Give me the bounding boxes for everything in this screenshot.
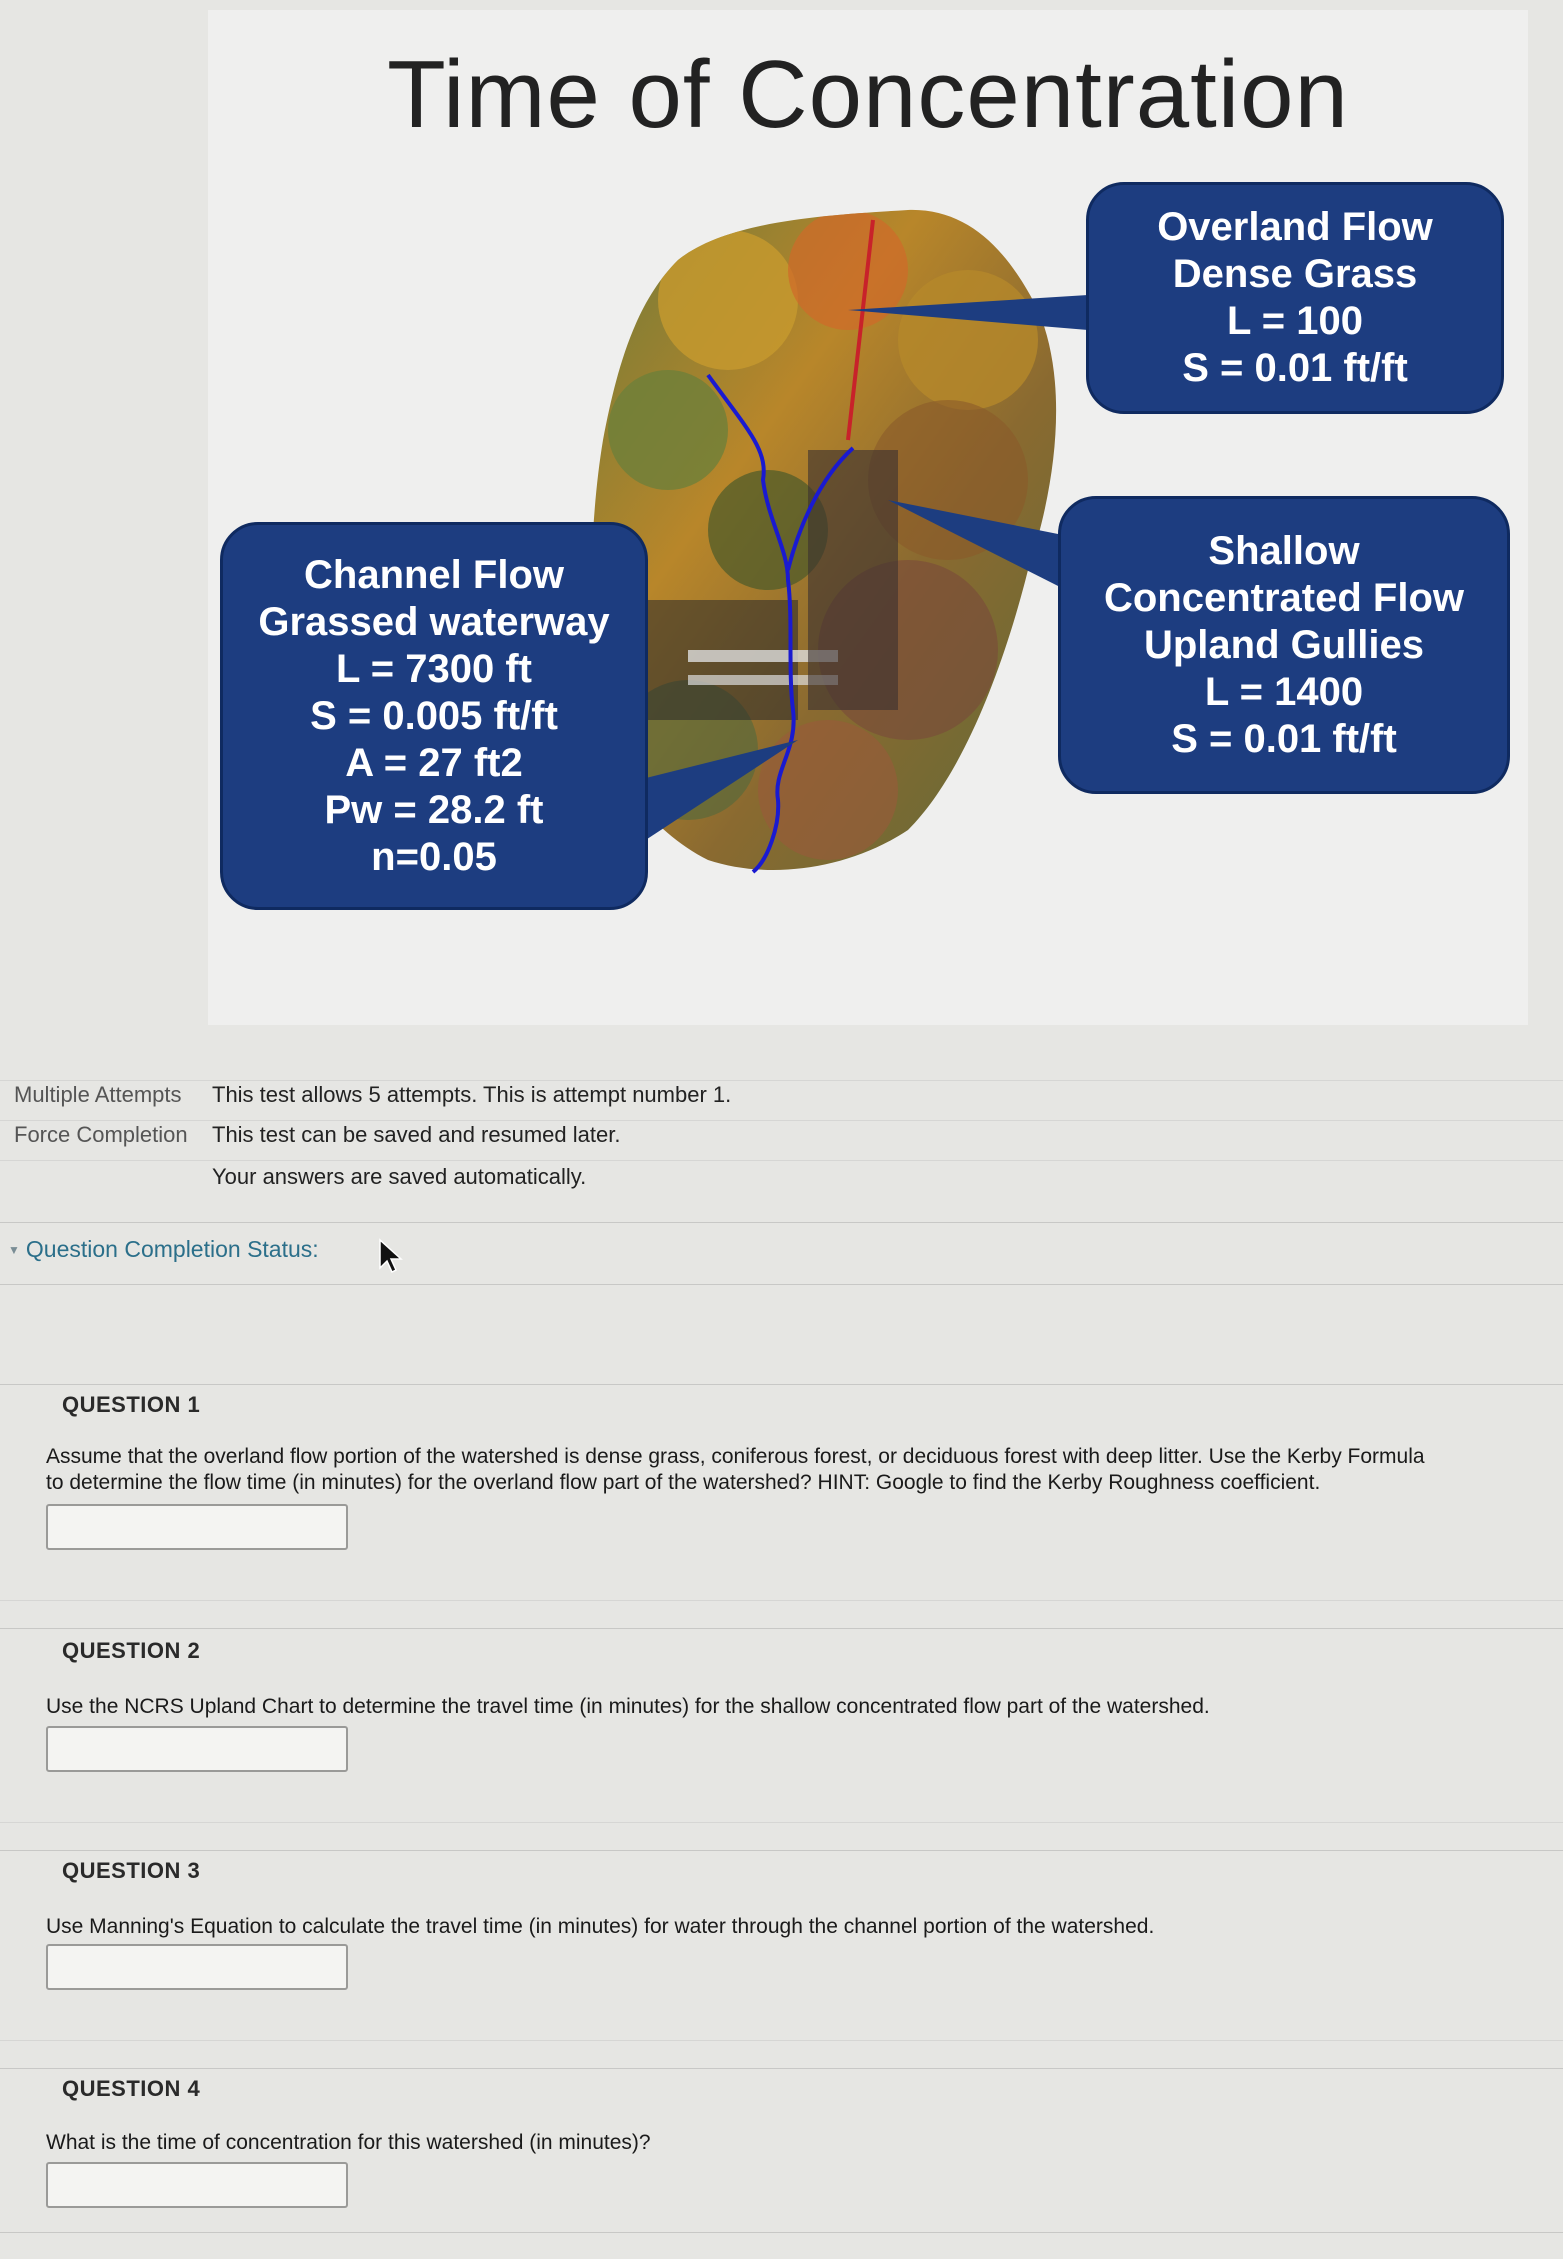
callout-line: Concentrated Flow [1103,575,1465,620]
question-1-answer-input[interactable] [46,1504,348,1550]
question-2-text [46,1694,1546,1720]
question-1-line: to determine the flow time (in minutes) for the overland flow part of the watershed? HINT: Google to find the Kerby Roughness coefficient. [46,1471,1321,1494]
question-3-line: Use Manning's Equation to calculate the travel time (in minutes) for water through the channel portion of the watershed. [46,1915,1155,1938]
divider [0,1222,1563,1223]
divider [0,1600,1563,1601]
divider [0,1120,1563,1121]
question-4-line: What is the time of concentration for this watershed (in minutes)? [46,2131,651,2154]
question-2-line: Use the NCRS Upland Chart to determine the travel time (in minutes) for the shallow concentrated flow part of the watershed. [46,1695,1210,1718]
question-2-title: QUESTION 2 [62,1638,201,1663]
triangle-down-icon: ▼ [8,1243,20,1257]
multiple-attempts-value: This test allows 5 attempts. This is attempt number 1. [212,1082,732,1107]
callout-line: Channel Flow [304,552,564,597]
question-4-text [46,2130,1546,2156]
watershed-slide-image [208,10,1528,1025]
question-3-answer-input[interactable] [46,1944,348,1990]
question-1-title: QUESTION 1 [62,1392,201,1417]
divider [0,1080,1563,1081]
callout-line: S = 0.005 ft/ft [310,693,558,738]
question-3-title: QUESTION 3 [62,1858,201,1883]
overland-flow-callout [1086,182,1504,414]
callout-line: S = 0.01 ft/ft [1171,716,1397,761]
callout-line: A = 27 ft2 [345,740,523,785]
force-completion-label: Force Completion [14,1122,188,1147]
callout-line: L = 7300 ft [335,646,533,691]
question-3-text [46,1914,1546,1940]
callout-line: Grassed waterway [258,599,610,644]
question-1-text [46,1444,1546,1496]
divider [0,2232,1563,2233]
divider [0,2040,1563,2041]
shallow-flow-callout [1058,496,1510,794]
multiple-attempts-label: Multiple Attempts [14,1082,182,1107]
divider [0,1384,1563,1385]
question-4-title: QUESTION 4 [62,2076,201,2101]
force-completion-value: This test can be saved and resumed later. [212,1122,621,1147]
question-2-answer-input[interactable] [46,1726,348,1772]
divider [0,1850,1563,1851]
callout-line: Upland Gullies [1143,622,1425,667]
slide-title: Time of Concentration [387,41,1349,148]
divider [0,1160,1563,1161]
callout-line: Pw = 28.2 ft [324,787,544,832]
divider [0,1628,1563,1629]
callout-line: n=0.05 [371,834,497,879]
callout-line: S = 0.01 ft/ft [1182,346,1408,390]
callout-line: Overland Flow [1157,205,1433,249]
question-completion-status-label: Question Completion Status: [25,1236,319,1262]
divider [0,1822,1563,1823]
callout-line: L = 1400 [1204,669,1364,714]
callout-line: Shallow [1208,528,1360,573]
divider [0,2068,1563,2069]
divider [0,1284,1563,1285]
channel-flow-callout [220,522,648,910]
autosave-note: Your answers are saved automatically. [212,1164,587,1189]
question-4-answer-input[interactable] [46,2162,348,2208]
mouse-cursor-icon [378,1238,404,1274]
question-1-line: Assume that the overland flow portion of the watershed is dense grass, coniferous forest, or deciduous forest with deep litter. Use the Kerby Formula [46,1445,1425,1468]
question-completion-status[interactable] [8,1236,319,1263]
callout-line: L = 100 [1226,299,1364,343]
callout-line: Dense Grass [1172,252,1418,296]
